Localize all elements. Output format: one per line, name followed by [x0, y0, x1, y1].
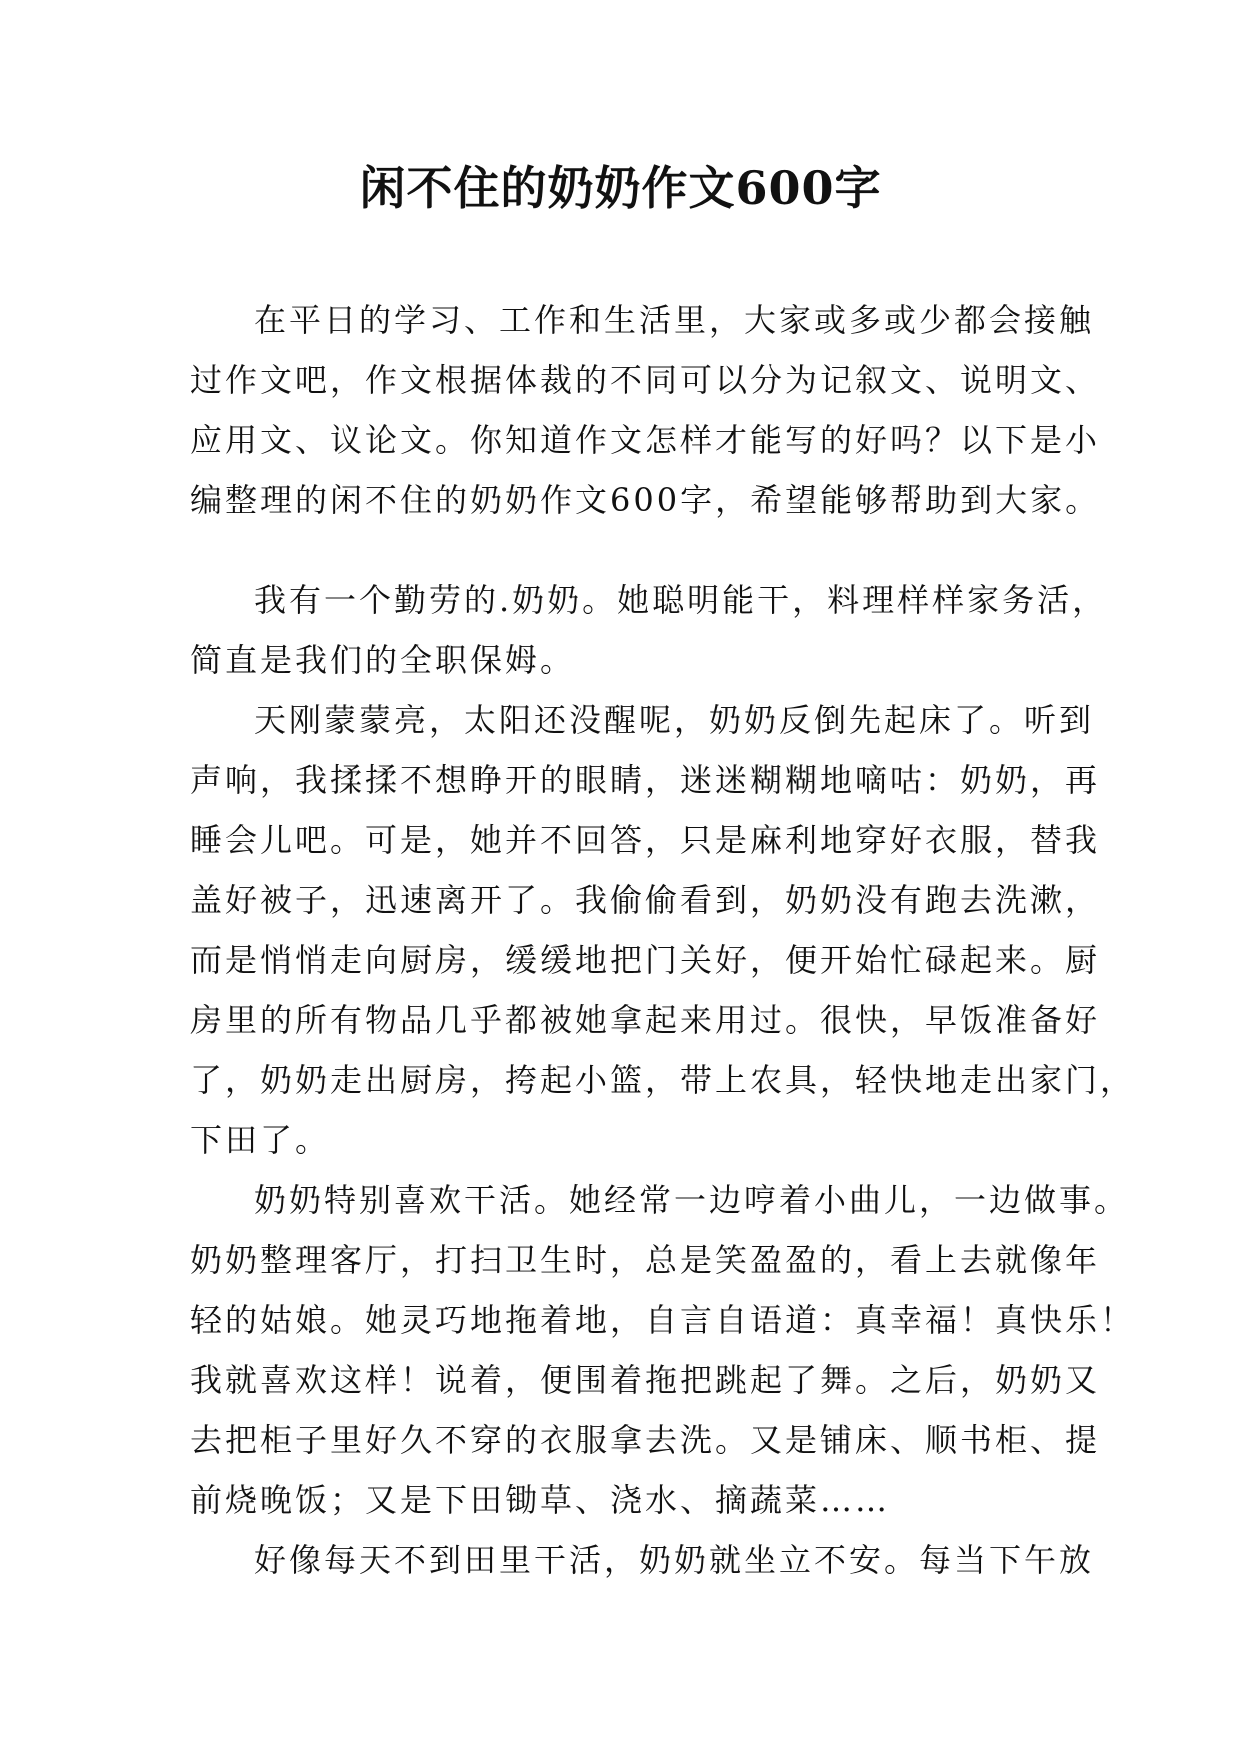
paragraph-3 — [190, 1170, 1136, 1530]
paragraph-4-line-1: 好像每天不到田里干活，奶奶就坐立不安。每当下午放 — [254, 1541, 1095, 1579]
intro-line-4: 编整理的闲不住的奶奶作文600字，希望能够帮助到大家。 — [190, 481, 1101, 519]
paragraph-3-line-2: 奶奶整理客厅，打扫卫生时，总是笑盈盈的，看上去就像年 — [190, 1241, 1101, 1279]
paragraph-2-line-6: 房里的所有物品几乎都被她拿起来用过。很快，早饭准备好 — [190, 1001, 1101, 1039]
paragraph-1-line-2: 简直是我们的全职保姆。 — [190, 641, 576, 679]
paragraph-4 — [190, 1530, 1095, 1590]
paragraph-3-line-1: 奶奶特别喜欢干活。她经常一边哼着小曲儿，一边做事。 — [254, 1181, 1130, 1219]
paragraph-3-line-4: 我就喜欢这样！说着，便围着拖把跳起了舞。之后，奶奶又 — [190, 1361, 1101, 1399]
paragraph-3-line-3: 轻的姑娘。她灵巧地拖着地，自言自语道：真幸福！真快乐！ — [190, 1301, 1136, 1339]
paragraph-2-line-3: 睡会儿吧。可是，她并不回答，只是麻利地穿好衣服，替我 — [190, 821, 1101, 859]
paragraph-1-line-1: 我有一个勤劳的.奶奶。她聪明能干，料理样样家务活， — [254, 581, 1108, 619]
paragraph-1 — [190, 570, 1108, 690]
paragraph-2 — [190, 690, 1136, 1170]
paragraph-2-line-2: 声响，我揉揉不想睁开的眼睛，迷迷糊糊地嘀咕：奶奶，再 — [190, 761, 1101, 799]
intro-line-1: 在平日的学习、工作和生活里，大家或多或少都会接触 — [254, 301, 1095, 339]
paragraph-3-line-6: 前烧晚饭；又是下田锄草、浇水、摘蔬菜…… — [190, 1481, 891, 1519]
paragraph-2-line-7: 了，奶奶走出厨房，挎起小篮，带上农具，轻快地走出家门， — [190, 1061, 1136, 1099]
intro-line-2: 过作文吧，作文根据体裁的不同可以分为记叙文、说明文、 — [190, 361, 1101, 399]
paragraph-3-line-5: 去把柜子里好久不穿的衣服拿去洗。又是铺床、顺书柜、提 — [190, 1421, 1101, 1459]
paragraph-2-line-5: 而是悄悄走向厨房，缓缓地把门关好，便开始忙碌起来。厨 — [190, 941, 1101, 979]
intro-paragraph — [190, 290, 1101, 530]
paragraph-2-line-8: 下田了。 — [190, 1121, 331, 1159]
intro-line-3: 应用文、议论文。你知道作文怎样才能写的好吗？以下是小 — [190, 421, 1101, 459]
paragraph-2-line-4: 盖好被子，迅速离开了。我偷偷看到，奶奶没有跑去洗漱， — [190, 881, 1101, 919]
essay-body — [190, 570, 1136, 1590]
intro-section — [190, 290, 1101, 530]
paragraph-2-line-1: 天刚蒙蒙亮，太阳还没醒呢，奶奶反倒先起床了。听到 — [254, 701, 1095, 739]
document-title: 闲不住的奶奶作文600字 — [359, 161, 882, 215]
